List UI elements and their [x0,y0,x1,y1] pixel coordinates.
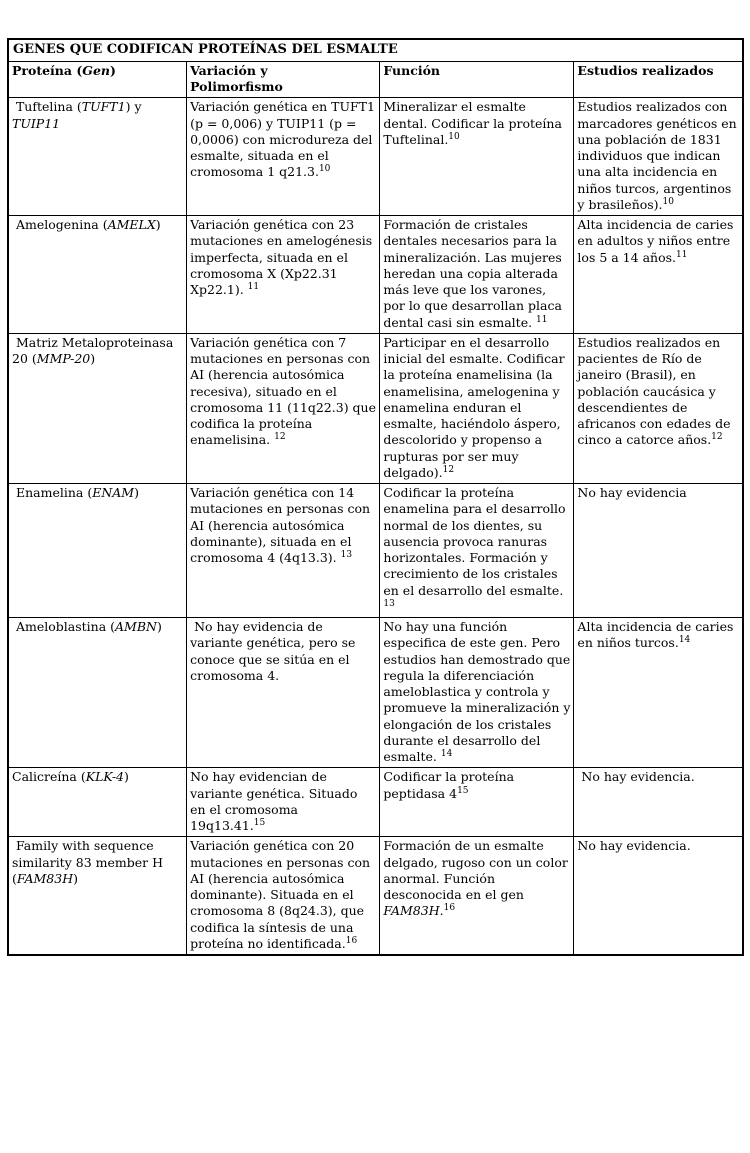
cell-function: Codificar la proteína peptidasa $4^{15}$ [380,768,574,837]
cell-function: No hay una función especifica de este gen. Pero estudios han demostrado que regula la diferenciación ameloblastica y controla y promueve la mineralización y elongación de los cristales durante el desarrollo del esmalte. $^{14}$ [380,618,574,768]
cell-variation: No hay evidencia de variante genética, pero se conoce que se sitúa en el cromosoma 4. [187,618,380,768]
cell-studies: Alta incidencia de caries en adultos y niños entre los 5 a 14 años.$^{11}$ [574,216,743,334]
cell-studies: No hay evidencia. [574,837,743,955]
table-row [8,837,743,955]
column-header-1: Proteína (Gen) [8,61,187,98]
cell-studies: Estudios realizados con marcadores genéticos en una población de 1831 individuos que indican una alta incidencia en niños turcos, argentinos y brasileños).$^{10}$ [574,98,743,216]
cell-variation: No hay evidencian de variante genética. Situado en el cromosoma 19q13.41.15 [187,768,380,837]
cell-protein-gen: Matriz Metaloproteinasa 20 (MMP-20) [8,333,187,483]
table-title: GENES QUE CODIFICAN PROTEÍNAS DEL ESMALTE [8,39,743,61]
cell-protein-gen: Calicreína (KLK-4) [8,768,187,837]
column-header-2: Variación y Polimorfismo [187,61,380,98]
table-row [8,768,743,837]
column-header-row [8,61,743,98]
column-header-4: Estudios realizados [574,61,743,98]
column-header-3: Función [380,61,574,98]
cell-studies: Alta incidencia de caries en niños turcos.$^{14}$ [574,618,743,768]
cell-studies: Estudios realizados en pacientes de Río de janeiro (Brasil), en población caucásica y descendientes de africanos con edades de cinco a catorce años.$^{12}$ [574,333,743,483]
cell-function: Formación de un esmalte delgado, rugoso con un color anormal. Función desconocida en el gen FAM83H.$^{16}$ [380,837,574,955]
cell-variation: Variación genética con 7 mutaciones en personas con AI (herencia autosómica recesiva), situado en el cromosoma 11 (11q22.3) que codifica la proteína enamelisina. $^{12}$ [187,333,380,483]
table-row [8,216,743,334]
cell-protein-gen: Family with sequence similarity 83 member H (FAM83H) [8,837,187,955]
cell-variation: Variación genética en TUFT1 (p = 0,006) y TUIP11 (p = 0,0006) con microdureza del esmalte, situada en el cromosoma 1 q21.3.10 [187,98,380,216]
cell-studies: No hay evidencia. [574,768,743,837]
cell-function: Codificar la proteína enamelina para el desarrollo normal de los dientes, su ausencia provoca ranuras horizontales. Formación y crecimiento de los cristales en el desarrollo del esmalte. $^{13}$ [380,484,574,618]
cell-function: Formación de cristales dentales necesarios para la mineralización. Las mujeres heredan una copia alterada más leve que los varones, por lo que desarrollan placa dental casi sin esmalte. $^{11}$ [380,216,574,334]
cell-protein-gen: Amelogenina (AMELX) [8,216,187,334]
enamel-genes-table [7,38,744,956]
table-row [8,618,743,768]
table-row [8,333,743,483]
cell-protein-gen: Tuftelina (TUFT1) y TUIP11 [8,98,187,216]
cell-variation: Variación genética con 14 mutaciones en personas con AI (herencia autosómica dominante), situada en el cromosoma 4 (4q13.3). $^{13}$ [187,484,380,618]
table-row [8,484,743,618]
cell-protein-gen: Enamelina (ENAM) [8,484,187,618]
cell-variation: Variación genética con 20 mutaciones en personas con AI (herencia autosómica dominante). Situada en el cromosoma 8 (8q24.3), que codifica la síntesis de una proteína no identificada.$^{16}$ [187,837,380,955]
table-title-row [8,39,743,61]
cell-studies: No hay evidencia [574,484,743,618]
cell-protein-gen: Ameloblastina (AMBN) [8,618,187,768]
cell-function: Participar en el desarrollo inicial del esmalte. Codificar la proteína enamelisina (la enamelisina, amelogenina y enamelina enduran el esmalte, haciéndolo áspero, descolorido y propenso a rupturas por ser muy delgado).$^{12}$ [380,333,574,483]
cell-variation: Variación genética con 23 mutaciones en amelogénesis imperfecta, situada en el cromosoma X (Xp22.31 Xp22.1). $^{11}$ [187,216,380,334]
table-body [8,98,743,955]
cell-function: Mineralizar el esmalte dental. Codificar la proteína Tuftelinal.$^{10}$ [380,98,574,216]
table-row [8,98,743,216]
